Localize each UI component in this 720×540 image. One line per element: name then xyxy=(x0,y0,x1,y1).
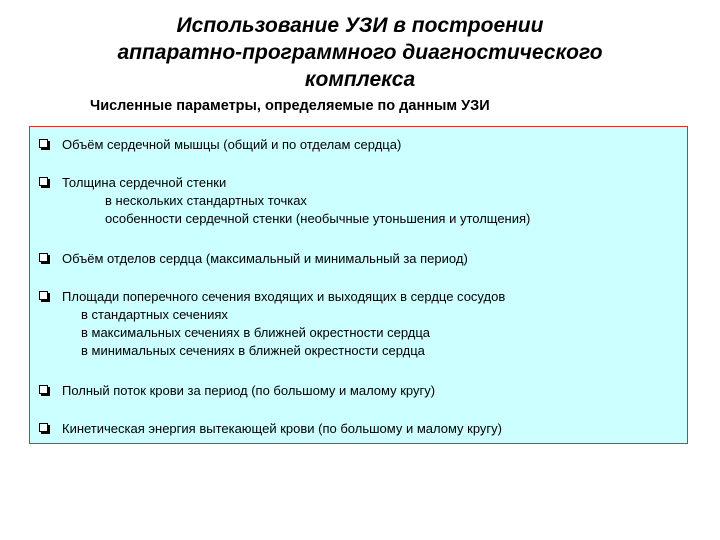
list-item xyxy=(30,173,687,228)
item-label: Объём отделов сердца (максимальный и минимальный за период) xyxy=(62,251,468,266)
sub-item: в минимальных сечениях в ближней окрестности сердца xyxy=(81,343,425,358)
list-item xyxy=(30,287,687,360)
checkbox-bullet-icon xyxy=(39,177,48,186)
sub-item: в стандартных сечениях xyxy=(81,307,228,322)
sub-item: особенности сердечной стенки (необычные утоньшения и утолщения) xyxy=(105,211,531,226)
checkbox-bullet-icon xyxy=(39,385,48,394)
title-line-1: Использование УЗИ в построении xyxy=(176,14,544,37)
list-item xyxy=(30,419,687,438)
sub-item: в максимальных сечениях в ближней окрестности сердца xyxy=(81,325,431,340)
item-label: Толщина сердечной стенки xyxy=(62,175,227,190)
slide-title xyxy=(40,12,680,93)
title-line-2: аппаратно-программного диагностического xyxy=(117,41,603,64)
list-item xyxy=(30,381,687,400)
subtitle: Численные параметры, определяемые по данным УЗИ xyxy=(90,98,490,114)
checkbox-bullet-icon xyxy=(39,423,48,432)
parameters-box xyxy=(29,126,688,444)
checkbox-bullet-icon xyxy=(39,253,48,262)
item-label: Кинетическая энергия вытекающей крови (по большому и малому кругу) xyxy=(62,421,502,436)
checkbox-bullet-icon xyxy=(39,291,48,300)
item-label: Полный поток крови за период (по большому и малому кругу) xyxy=(62,383,436,398)
sub-item: в нескольких стандартных точках xyxy=(105,193,307,208)
list-item xyxy=(30,249,687,268)
item-label: Площади поперечного сечения входящих и выходящих в сердце сосудов xyxy=(62,289,506,304)
list-item xyxy=(30,135,687,154)
item-label: Объём сердечной мышцы (общий и по отделам сердца) xyxy=(62,137,402,152)
title-line-3: комплекса xyxy=(304,68,416,91)
checkbox-bullet-icon xyxy=(39,139,48,148)
